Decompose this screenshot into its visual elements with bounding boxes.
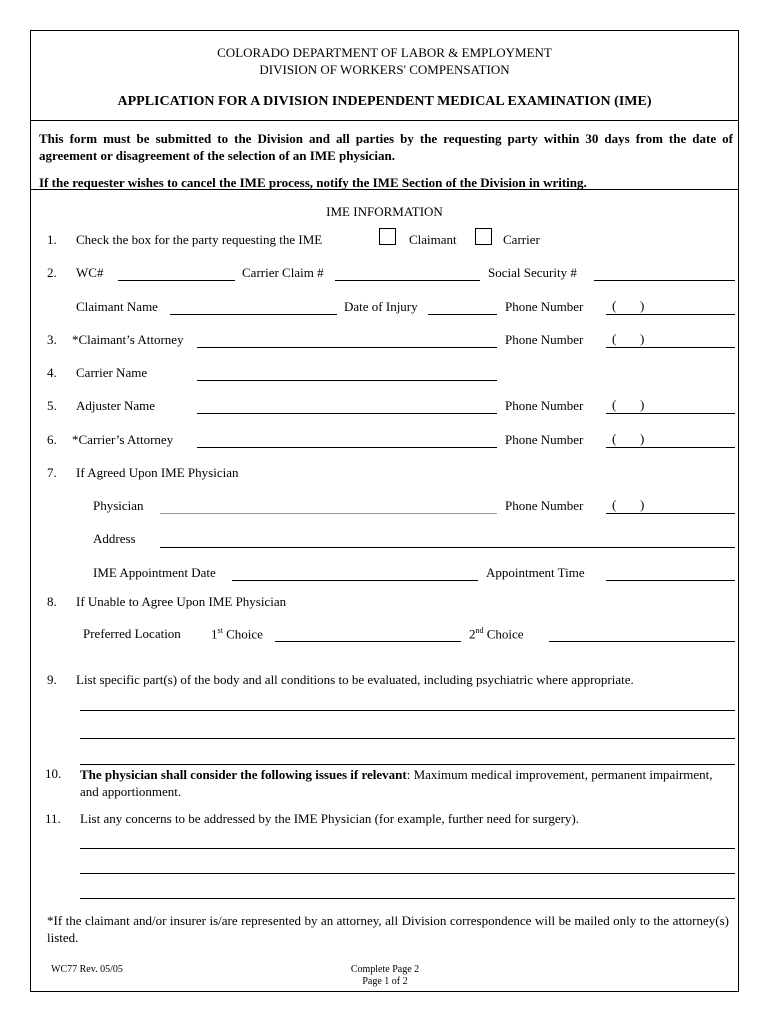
preferred-location-label: Preferred Location bbox=[83, 626, 181, 641]
carrier-claim-label: Carrier Claim # bbox=[242, 265, 324, 280]
body-parts-line[interactable] bbox=[80, 738, 735, 739]
ssn-field[interactable] bbox=[594, 280, 735, 281]
attorney-footnote: *If the claimant and/or insurer is/are represented by an attorney, all Division correspondence will be mailed only to the attorney(s) listed. bbox=[47, 913, 729, 945]
phone-paren-open: ( bbox=[612, 331, 617, 346]
carrier-checkbox-label: Carrier bbox=[503, 232, 540, 247]
ssn-label: Social Security # bbox=[488, 265, 577, 280]
first-choice-label: 1st Choice bbox=[211, 626, 263, 642]
agency-name: COLORADO DEPARTMENT OF LABOR & EMPLOYMENT bbox=[217, 45, 552, 60]
concerns-line[interactable] bbox=[80, 848, 735, 849]
division-name: DIVISION OF WORKERS' COMPENSATION bbox=[259, 62, 510, 77]
phone-number-label: Phone Number bbox=[505, 432, 584, 447]
carrier-checkbox[interactable] bbox=[475, 228, 492, 245]
concerns-line[interactable] bbox=[80, 898, 735, 899]
claimant-name-field[interactable] bbox=[170, 314, 337, 315]
claimant-attorney-phone-field[interactable] bbox=[606, 331, 735, 348]
agreed-physician-heading: If Agreed Upon IME Physician bbox=[76, 465, 239, 480]
second-choice-field[interactable] bbox=[549, 641, 735, 642]
appointment-time-field[interactable] bbox=[606, 580, 735, 581]
unable-agree-heading: If Unable to Agree Upon IME Physician bbox=[76, 594, 287, 609]
item-number: 7. bbox=[47, 465, 57, 480]
carrier-attorney-field[interactable] bbox=[197, 447, 497, 448]
adjuster-name-label: Adjuster Name bbox=[76, 398, 156, 413]
physician-field[interactable] bbox=[160, 513, 497, 514]
item-number: 10. bbox=[45, 766, 62, 781]
phone-paren-close: ) bbox=[640, 331, 645, 346]
adjuster-name-field[interactable] bbox=[197, 413, 497, 414]
concerns-label: List any concerns to be addressed by the IME Physician (for example, further need for surgery). bbox=[80, 811, 580, 826]
complete-page-note: Complete Page 2 bbox=[350, 964, 420, 975]
phone-paren-close: ) bbox=[640, 497, 645, 512]
date-of-injury-field[interactable] bbox=[428, 314, 497, 315]
claimant-checkbox[interactable] bbox=[379, 228, 396, 245]
body-parts-line[interactable] bbox=[80, 764, 735, 765]
phone-number-label: Phone Number bbox=[505, 299, 584, 314]
body-parts-line[interactable] bbox=[80, 710, 735, 711]
first-choice-field[interactable] bbox=[275, 641, 461, 642]
appointment-date-field[interactable] bbox=[232, 580, 478, 581]
claimant-name-label: Claimant Name bbox=[76, 299, 158, 314]
phone-paren-open: ( bbox=[612, 431, 617, 446]
cancellation-notice: If the requester wishes to cancel the IME process, notify the IME Section of the Division in writing. bbox=[39, 175, 587, 190]
header-divider bbox=[31, 120, 738, 121]
claimant-phone-field[interactable] bbox=[606, 298, 735, 315]
body-parts-label: List specific part(s) of the body and all conditions to be evaluated, including psychiatric where appropriate. bbox=[76, 672, 634, 687]
item-number: 8. bbox=[47, 594, 57, 609]
phone-paren-open: ( bbox=[612, 397, 617, 412]
page-number: Page 1 of 2 bbox=[362, 976, 408, 987]
wc-number-field[interactable] bbox=[118, 280, 235, 281]
phone-paren-close: ) bbox=[640, 431, 645, 446]
phone-paren-open: ( bbox=[612, 497, 617, 512]
address-field[interactable] bbox=[160, 547, 735, 548]
second-choice-label: 2nd Choice bbox=[469, 626, 524, 642]
physician-label: Physician bbox=[93, 498, 144, 513]
claimant-attorney-label: *Claimant’s Attorney bbox=[72, 332, 184, 347]
issues-statement: The physician shall consider the following issues if relevant: Maximum medical improvement, permanent impairment, and apportionment. bbox=[80, 767, 713, 799]
submission-notice: This form must be submitted to the Division and all parties by the requesting party within 30 days from the date of agreement or disagreement of the selection of an IME physician. bbox=[39, 131, 733, 163]
item-number: 9. bbox=[47, 672, 57, 687]
adjuster-phone-field[interactable] bbox=[606, 397, 735, 414]
appointment-date-label: IME Appointment Date bbox=[93, 565, 216, 580]
claimant-attorney-field[interactable] bbox=[197, 347, 497, 348]
phone-number-label: Phone Number bbox=[505, 332, 584, 347]
carrier-attorney-phone-field[interactable] bbox=[606, 431, 735, 448]
phone-paren-open: ( bbox=[612, 298, 617, 313]
item-number: 3. bbox=[47, 332, 57, 347]
form-id: WC77 Rev. 05/05 bbox=[51, 964, 123, 975]
address-label: Address bbox=[93, 531, 136, 546]
phone-paren-close: ) bbox=[640, 298, 645, 313]
section-title: IME INFORMATION bbox=[326, 204, 443, 219]
requesting-party-label: Check the box for the party requesting the IME bbox=[76, 232, 323, 247]
item-number: 11. bbox=[45, 811, 61, 826]
item-number: 1. bbox=[47, 232, 57, 247]
carrier-attorney-label: *Carrier’s Attorney bbox=[72, 432, 174, 447]
item-number: 5. bbox=[47, 398, 57, 413]
carrier-name-field[interactable] bbox=[197, 380, 497, 381]
item-number: 6. bbox=[47, 432, 57, 447]
phone-number-label: Phone Number bbox=[505, 498, 584, 513]
item-number: 4. bbox=[47, 365, 57, 380]
date-of-injury-label: Date of Injury bbox=[344, 299, 418, 314]
wc-number-label: WC# bbox=[76, 265, 104, 280]
physician-phone-field[interactable] bbox=[606, 497, 735, 514]
carrier-claim-field[interactable] bbox=[335, 280, 480, 281]
claimant-checkbox-label: Claimant bbox=[409, 232, 457, 247]
concerns-line[interactable] bbox=[80, 873, 735, 874]
form-title: APPLICATION FOR A DIVISION INDEPENDENT MEDICAL EXAMINATION (IME) bbox=[117, 94, 652, 109]
phone-number-label: Phone Number bbox=[505, 398, 584, 413]
carrier-name-label: Carrier Name bbox=[76, 365, 148, 380]
appointment-time-label: Appointment Time bbox=[486, 565, 585, 580]
item-number: 2. bbox=[47, 265, 57, 280]
phone-paren-close: ) bbox=[640, 397, 645, 412]
